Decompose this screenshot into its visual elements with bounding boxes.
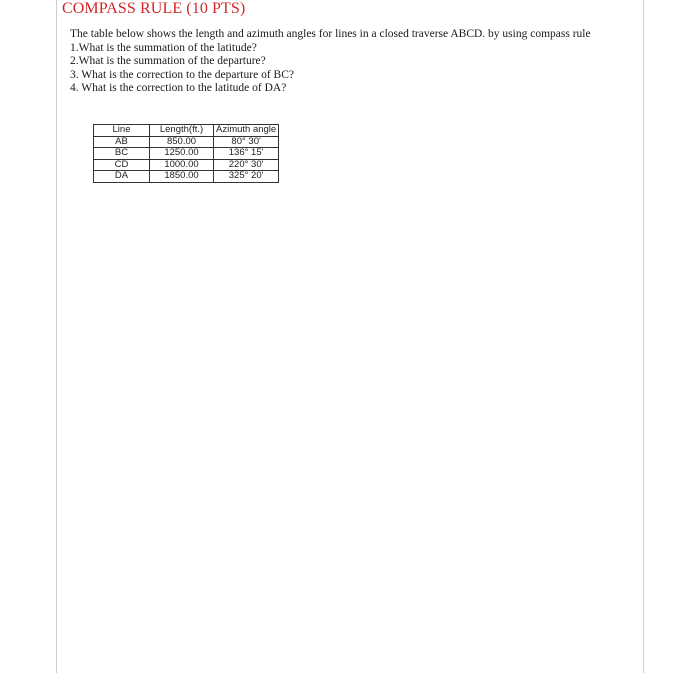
table-row (94, 136, 279, 148)
cell-azimuth: 220° 30' (214, 159, 279, 171)
traverse-table (93, 124, 279, 183)
cell-line: BC (94, 148, 150, 160)
cell-line: DA (94, 171, 150, 183)
cell-azimuth: 325° 20' (214, 171, 279, 183)
cell-length: 1000.00 (150, 159, 214, 171)
cell-line: CD (94, 159, 150, 171)
header-length: Length(ft.) (150, 125, 214, 137)
cell-azimuth: 80° 30' (214, 136, 279, 148)
table-row (94, 171, 279, 183)
question-block (70, 28, 640, 96)
page-right-edge (643, 0, 644, 673)
question-2: 2.What is the summation of the departure? (70, 55, 266, 67)
table-row (94, 159, 279, 171)
cell-line: AB (94, 136, 150, 148)
assignment-title: COMPASS RULE (10 PTS) (62, 0, 246, 17)
cell-length: 850.00 (150, 136, 214, 148)
table-row (94, 148, 279, 160)
cell-length: 1250.00 (150, 148, 214, 160)
traverse-table-wrapper (93, 124, 279, 183)
question-1: 1.What is the summation of the latitude? (70, 41, 257, 54)
table-header-row (94, 125, 279, 137)
header-azimuth: Azimuth angle (214, 125, 279, 137)
cell-length: 1850.00 (150, 171, 214, 183)
page-left-edge (56, 0, 57, 673)
header-line: Line (94, 125, 150, 137)
question-3: 3. What is the correction to the departure of BC? (70, 68, 294, 81)
question-4: 4. What is the correction to the latitude of DA? (70, 82, 287, 94)
cell-azimuth: 136° 15' (214, 148, 279, 160)
intro-text: The table below shows the length and azimuth angles for lines in a closed traverse ABCD. by using compass rule (70, 28, 591, 40)
